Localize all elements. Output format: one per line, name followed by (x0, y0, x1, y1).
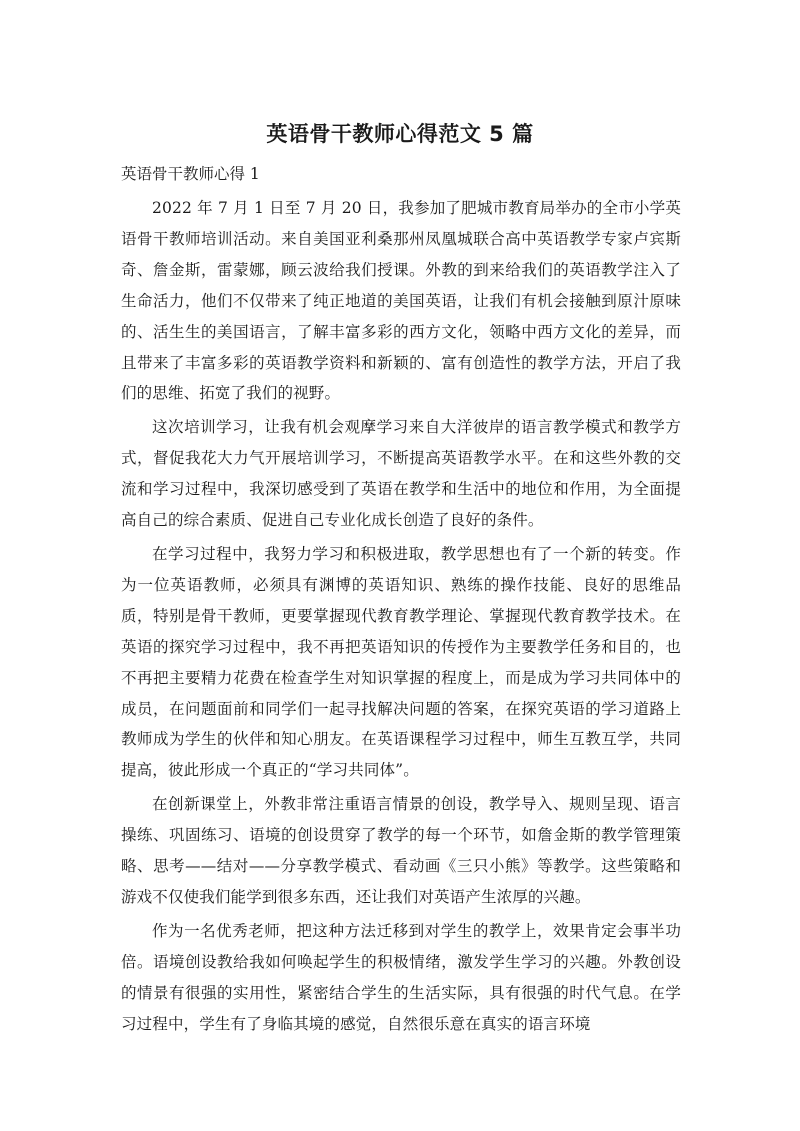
paragraph: 在学习过程中，我努力学习和积极进取，教学思想也有了一个新的转变。作为一位英语教师，必须具有渊博的英语知识、熟练的操作技能、良好的思维品质，特别是骨干教师，更要掌握现代教育教学理论、掌握现代教育教学技术。在英语的探究学习过程中，我不再把英语知识的传授作为主要教学任务和目的，也不再把主要精力花费在检查学生对知识掌握的程度上，而是成为学习共同体中的成员，在问题面前和同学们一起寻找解决问题的答案，在探究英语的学习道路上教师成为学生的伙伴和知心朋友。在英语课程学习过程中，师生互教互学，共同提高，彼此形成一个真正的“学习共同体”。 (121, 544, 681, 780)
document-title: 英语骨干教师心得范文 5 篇 (266, 122, 534, 146)
section-subtitle: 英语骨干教师心得 1 (121, 165, 260, 183)
paragraph: 作为一名优秀老师，把这种方法迁移到对学生的教学上，效果肯定会事半功倍。语境创设教给我如何唤起学生的积极情绪，激发学生学习的兴趣。外教创设的情景有很强的实用性，紧密结合学生的生活实际，具有很强的时代气息。在学习过程中，学生有了身临其境的感觉，自然很乐意在真实的语言环境 (121, 921, 681, 1033)
document-body (121, 193, 681, 1042)
paragraph: 在创新课堂上，外教非常注重语言情景的创设，教学导入、规则呈现、语言操练、巩固练习、语境的创设贯穿了教学的每一个环节，如詹金斯的教学管理策略、思考——结对——分享教学模式、看动画《三只小熊》等教学。这些策略和游戏不仅使我们能学到很多东西，还让我们对英语产生浓厚的兴趣。 (121, 795, 681, 906)
paragraph: 2022 年 7 月 1 日至 7 月 20 日，我参加了肥城市教育局举办的全市小学英语骨干教师培训活动。来自美国亚利桑那州凤凰城联合高中英语教学专家卢宾斯奇、詹金斯，雷蒙娜，顾云波给我们授课。外教的到来给我们的英语教学注入了生命活力，他们不仅带来了纯正地道的美国英语，让我们有机会接触到原汁原味的、活生生的美国语言，了解丰富多彩的西方文化，领略中西方文化的差异，而且带来了丰富多彩的英语教学资料和新颖的、富有创造性的教学方法，开启了我们的思维、拓宽了我们的视野。 (121, 199, 681, 403)
paragraph: 这次培训学习，让我有机会观摩学习来自大洋彼岸的语言教学模式和教学方式，督促我花大力气开展培训学习，不断提高英语教学水平。在和这些外教的交流和学习过程中，我深切感受到了英语在教学和生活中的地位和作用，为全面提高自己的综合素质、促进自己专业化成长创造了良好的条件。 (121, 418, 681, 530)
